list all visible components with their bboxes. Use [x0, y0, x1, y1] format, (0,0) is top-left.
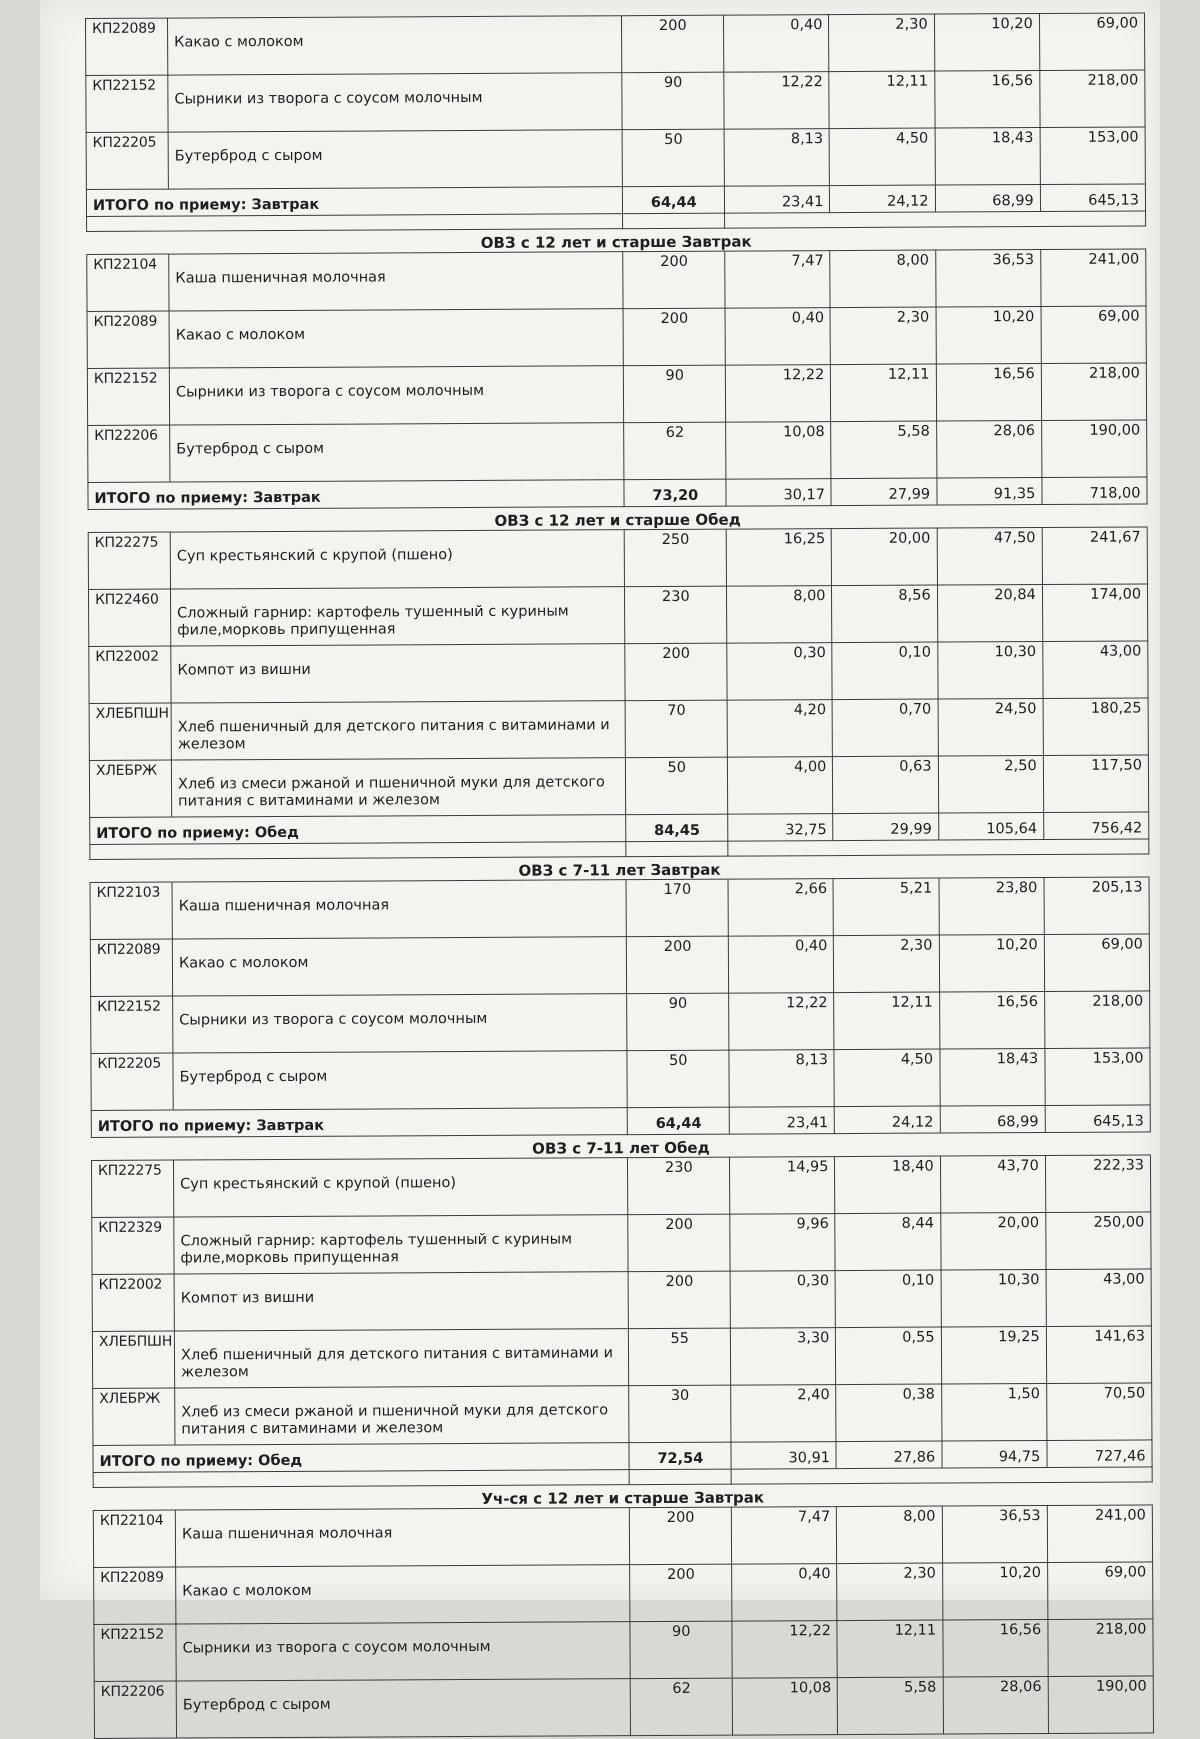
total-energy: 718,00	[1042, 477, 1147, 505]
dish-code: КП22104	[87, 254, 169, 311]
dish-protein: 0,40	[725, 308, 830, 366]
dish-mass: 170	[626, 879, 728, 937]
dish-carbs: 28,06	[936, 420, 1041, 478]
total-protein: 30,17	[726, 479, 831, 507]
dish-code: ХЛЕБПШН	[92, 1331, 174, 1388]
dish-name: Хлеб пшеничный для детского питания с витаминами и железом	[171, 701, 626, 760]
dish-fat: 2,30	[834, 935, 939, 993]
dish-energy: 218,00	[1041, 363, 1147, 421]
dish-energy: 205,13	[1044, 877, 1150, 935]
dish-fat: 18,40	[835, 1156, 940, 1214]
total-fat: 27,86	[836, 1441, 941, 1469]
dish-energy: 153,00	[1045, 1048, 1151, 1106]
dish-fat: 5,58	[838, 1677, 943, 1735]
dish-code: КП22002	[89, 646, 171, 703]
dish-row	[94, 1619, 1153, 1682]
dish-name: Компот из вишни	[174, 1272, 629, 1331]
menu-table-body	[86, 13, 1154, 1739]
dish-row	[87, 363, 1146, 426]
dish-code: КП22152	[86, 75, 168, 132]
dish-fat: 4,50	[830, 128, 935, 186]
dish-protein: 9,96	[730, 1214, 835, 1272]
total-carbs: 68,99	[935, 185, 1040, 213]
total-mass: 64,44	[628, 1107, 730, 1135]
dish-protein: 12,22	[724, 72, 829, 130]
dish-protein: 7,47	[732, 1507, 837, 1565]
dish-fat: 2,30	[829, 14, 934, 72]
dish-carbs: 28,06	[943, 1676, 1048, 1734]
dish-code: КП22002	[92, 1274, 174, 1331]
dish-carbs: 16,56	[936, 363, 1041, 421]
dish-code: КП22104	[93, 1510, 175, 1567]
total-carbs: 105,64	[938, 812, 1043, 840]
dish-code: КП22205	[91, 1053, 173, 1110]
dish-protein: 2,66	[728, 879, 833, 937]
dish-carbs: 20,00	[940, 1212, 1045, 1270]
total-label: ИТОГО по приему: Завтрак	[88, 480, 624, 510]
dish-row	[91, 991, 1150, 1054]
dish-code: КП22275	[88, 532, 170, 589]
spacer-cell	[626, 841, 728, 857]
dish-mass: 55	[629, 1328, 731, 1386]
dish-row	[93, 1383, 1152, 1446]
dish-code: КП22152	[94, 1624, 176, 1681]
dish-protein: 10,08	[726, 422, 831, 480]
dish-fat: 12,11	[831, 364, 936, 422]
dish-mass: 200	[627, 936, 729, 994]
dish-code: КП22089	[87, 311, 169, 368]
dish-carbs: 10,30	[937, 641, 1042, 699]
dish-carbs: 18,43	[940, 1048, 1045, 1106]
dish-carbs: 23,80	[939, 877, 1044, 935]
dish-mass: 50	[622, 129, 724, 187]
dish-mass: 200	[630, 1564, 732, 1622]
dish-name: Сырники из творога с соусом молочным	[169, 366, 624, 425]
dish-fat: 20,00	[832, 528, 937, 586]
total-label: ИТОГО по приему: Завтрак	[91, 1108, 627, 1138]
dish-protein: 2,40	[731, 1385, 836, 1443]
dish-name: Какао с молоком	[168, 16, 623, 75]
dish-energy: 222,33	[1045, 1155, 1151, 1213]
dish-carbs: 47,50	[937, 527, 1042, 585]
dish-carbs: 16,56	[939, 991, 1044, 1049]
dish-name: Каша пшеничная молочная	[172, 880, 627, 939]
dish-row	[91, 1155, 1150, 1218]
dish-row	[90, 877, 1149, 940]
dish-fat: 5,21	[833, 878, 938, 936]
dish-row	[88, 420, 1147, 483]
dish-row	[89, 641, 1148, 704]
dish-energy: 43,00	[1043, 641, 1149, 699]
dish-code: КП22205	[86, 132, 168, 189]
dish-carbs: 36,53	[935, 250, 1040, 308]
dish-code: КП22152	[87, 368, 169, 425]
dish-row	[86, 70, 1145, 133]
dish-carbs: 24,50	[938, 698, 1043, 756]
dish-code: КП22329	[92, 1217, 174, 1274]
dish-protein: 16,25	[726, 529, 831, 587]
dish-protein: 4,20	[727, 700, 832, 758]
dish-name: Каша пшеничная молочная	[175, 1508, 630, 1567]
spacer-cell	[623, 213, 725, 229]
dish-energy: 190,00	[1048, 1676, 1154, 1734]
dish-name: Сложный гарнир: картофель тушенный с куриным филе,морковь припущенная	[171, 587, 626, 646]
total-energy: 727,46	[1047, 1440, 1152, 1468]
dish-row	[91, 1048, 1150, 1111]
dish-code: ХЛЕБРЖ	[89, 760, 171, 817]
dish-name: Каша пшеничная молочная	[169, 252, 624, 311]
total-fat: 29,99	[833, 813, 938, 841]
dish-name: Какао с молоком	[176, 1565, 631, 1624]
dish-fat: 2,30	[830, 307, 935, 365]
total-energy: 756,42	[1043, 812, 1148, 840]
section-title: Уч-ся с 12 лет и старше Завтрак	[93, 1482, 1152, 1511]
dish-name: Хлеб пшеничный для детского питания с витаминами и железом	[174, 1329, 629, 1388]
total-protein: 30,91	[731, 1442, 836, 1470]
dish-carbs: 16,56	[943, 1619, 1048, 1677]
dish-fat: 0,55	[836, 1327, 941, 1385]
dish-name: Компот из вишни	[171, 644, 626, 703]
dish-energy: 69,00	[1039, 13, 1145, 71]
total-label: ИТОГО по приему: Обед	[90, 815, 626, 845]
section-title: ОВЗ с 12 лет и старше Обед	[88, 504, 1147, 533]
dish-name: Сырники из творога с соусом молочным	[173, 994, 628, 1053]
dish-protein: 14,95	[730, 1157, 835, 1215]
total-protein: 23,41	[730, 1107, 835, 1135]
dish-row	[87, 249, 1146, 312]
dish-fat: 8,44	[835, 1213, 940, 1271]
dish-row	[94, 1562, 1153, 1625]
dish-code: КП22206	[94, 1681, 176, 1738]
dish-mass: 90	[624, 365, 726, 423]
dish-protein: 12,22	[726, 365, 831, 423]
dish-carbs: 43,70	[940, 1155, 1045, 1213]
dish-fat: 8,00	[830, 250, 935, 308]
dish-name: Сырники из творога с соусом молочным	[176, 1622, 631, 1681]
dish-name: Сложный гарнир: картофель тушенный с куриным филе,морковь припущенная	[174, 1215, 629, 1274]
dish-mass: 70	[625, 700, 727, 758]
total-label: ИТОГО по приему: Обед	[93, 1443, 629, 1473]
dish-fat: 0,38	[836, 1384, 941, 1442]
total-carbs: 68,99	[940, 1105, 1045, 1133]
dish-carbs: 20,84	[937, 584, 1042, 642]
dish-fat: 2,30	[837, 1563, 942, 1621]
dish-mass: 230	[625, 586, 727, 644]
dish-carbs: 19,25	[941, 1326, 1046, 1384]
dish-energy: 218,00	[1044, 991, 1150, 1049]
dish-row	[88, 527, 1147, 590]
dish-carbs: 2,50	[938, 755, 1043, 813]
dish-carbs: 10,20	[939, 934, 1044, 992]
dish-energy: 218,00	[1048, 1619, 1154, 1677]
dish-protein: 8,13	[729, 1050, 834, 1108]
dish-protein: 8,00	[727, 586, 832, 644]
total-carbs: 91,35	[937, 477, 1042, 505]
dish-name: Бутерброд с сыром	[168, 130, 623, 189]
dish-energy: 180,25	[1043, 698, 1149, 756]
dish-carbs: 10,20	[936, 306, 1041, 364]
dish-protein: 0,30	[727, 643, 832, 701]
dish-fat: 5,58	[831, 421, 936, 479]
dish-protein: 3,30	[731, 1328, 836, 1386]
dish-energy: 241,67	[1042, 527, 1148, 585]
dish-row	[86, 13, 1145, 76]
dish-energy: 241,00	[1041, 249, 1147, 307]
dish-protein: 0,40	[732, 1564, 837, 1622]
dish-fat: 0,70	[833, 699, 938, 757]
dish-row	[88, 584, 1147, 647]
total-protein: 32,75	[728, 814, 833, 842]
dish-code: КП22460	[88, 589, 170, 646]
dish-fat: 8,00	[837, 1506, 942, 1564]
dish-name: Хлеб из смеси ржаной и пшеничной муки для детского питания с витаминами и железом	[175, 1386, 630, 1445]
dish-energy: 153,00	[1040, 127, 1146, 185]
dish-code: КП22089	[90, 939, 172, 996]
dish-protein: 7,47	[725, 251, 830, 309]
total-protein: 23,41	[725, 186, 830, 214]
dish-protein: 0,40	[724, 15, 829, 73]
section-title: ОВЗ с 7-11 лет Завтрак	[90, 854, 1149, 883]
dish-code: ХЛЕБРЖ	[93, 1388, 175, 1445]
total-fat: 24,12	[830, 185, 935, 213]
total-mass: 72,54	[629, 1442, 731, 1470]
dish-carbs: 18,43	[935, 128, 1040, 186]
dish-mass: 90	[622, 72, 724, 130]
dish-energy: 250,00	[1046, 1212, 1152, 1270]
dish-code: КП22103	[90, 882, 172, 939]
dish-mass: 90	[630, 1621, 732, 1679]
dish-protein: 10,08	[733, 1678, 838, 1736]
dish-mass: 90	[627, 993, 729, 1051]
dish-name: Сырники из творога с соусом молочным	[168, 73, 623, 132]
dish-code: ХЛЕБПШН	[89, 703, 171, 760]
total-fat: 24,12	[835, 1106, 940, 1134]
dish-mass: 50	[627, 1050, 729, 1108]
spacer-cell	[629, 1469, 731, 1485]
dish-energy: 117,50	[1043, 755, 1149, 813]
dish-carbs: 16,56	[934, 71, 1039, 129]
dish-protein: 12,22	[732, 1621, 837, 1679]
dish-energy: 43,00	[1046, 1269, 1152, 1327]
dish-protein: 0,40	[729, 936, 834, 994]
dish-row	[92, 1212, 1151, 1275]
dish-mass: 200	[625, 643, 727, 701]
dish-name: Бутерброд с сыром	[176, 1679, 631, 1738]
dish-fat: 0,63	[833, 756, 938, 814]
dish-mass: 200	[630, 1507, 732, 1565]
dish-name: Какао с молоком	[169, 309, 624, 368]
dish-mass: 200	[622, 15, 724, 73]
menu-table	[85, 12, 1154, 1739]
total-label: ИТОГО по приему: Завтрак	[86, 187, 622, 217]
dish-energy: 69,00	[1044, 934, 1150, 992]
total-mass: 84,45	[626, 814, 728, 842]
dish-row	[90, 934, 1149, 997]
dish-name: Суп крестьянский с крупой (пшено)	[170, 530, 625, 589]
dish-mass: 200	[628, 1214, 730, 1272]
dish-row	[94, 1676, 1153, 1739]
dish-row	[93, 1505, 1152, 1568]
dish-protein: 0,30	[730, 1271, 835, 1329]
total-fat: 27,99	[831, 478, 936, 506]
dish-mass: 62	[631, 1678, 733, 1736]
dish-code: КП22089	[86, 18, 168, 75]
section-title: ОВЗ с 12 лет и старше Завтрак	[87, 226, 1146, 255]
dish-protein: 12,22	[729, 993, 834, 1051]
dish-name: Бутерброд с сыром	[173, 1051, 628, 1110]
dish-mass: 30	[629, 1385, 731, 1443]
dish-mass: 50	[626, 757, 728, 815]
total-energy: 645,13	[1045, 1105, 1150, 1133]
dish-mass: 200	[623, 308, 725, 366]
dish-energy: 69,00	[1047, 1562, 1153, 1620]
dish-name: Суп крестьянский с крупой (пшено)	[173, 1158, 628, 1217]
dish-fat: 12,11	[837, 1620, 942, 1678]
dish-fat: 4,50	[834, 1049, 939, 1107]
total-mass: 64,44	[623, 186, 725, 214]
dish-energy: 190,00	[1041, 420, 1147, 478]
dish-carbs: 1,50	[941, 1383, 1046, 1441]
dish-energy: 141,63	[1046, 1326, 1152, 1384]
section-title: ОВЗ с 7-11 лет Обед	[91, 1132, 1150, 1161]
dish-row	[89, 755, 1148, 818]
dish-row	[92, 1326, 1151, 1389]
dish-carbs: 10,30	[941, 1269, 1046, 1327]
dish-code: КП22206	[88, 425, 170, 482]
dish-energy: 70,50	[1046, 1383, 1152, 1441]
dish-energy: 218,00	[1040, 70, 1146, 128]
dish-fat: 12,11	[834, 992, 939, 1050]
dish-mass: 62	[624, 422, 726, 480]
dish-carbs: 10,20	[942, 1562, 1047, 1620]
dish-energy: 174,00	[1042, 584, 1148, 642]
dish-carbs: 10,20	[934, 14, 1039, 72]
dish-name: Хлеб из смеси ржаной и пшеничной муки для детского питания с витаминами и железом	[171, 758, 626, 817]
total-mass: 73,20	[624, 479, 726, 507]
dish-fat: 0,10	[832, 642, 937, 700]
dish-row	[92, 1269, 1151, 1332]
dish-code: КП22152	[91, 996, 173, 1053]
total-energy: 645,13	[1040, 184, 1145, 212]
dish-row	[89, 698, 1148, 761]
dish-mass: 250	[624, 529, 726, 587]
dish-code: КП22089	[94, 1567, 176, 1624]
dish-mass: 200	[623, 251, 725, 309]
dish-code: КП22275	[91, 1160, 173, 1217]
dish-fat: 12,11	[829, 71, 934, 129]
dish-name: Какао с молоком	[172, 937, 627, 996]
dish-protein: 8,13	[724, 129, 829, 187]
dish-energy: 69,00	[1041, 306, 1147, 364]
dish-mass: 200	[628, 1271, 730, 1329]
dish-row	[87, 306, 1146, 369]
dish-energy: 241,00	[1047, 1505, 1153, 1563]
dish-mass: 230	[628, 1157, 730, 1215]
dish-fat: 8,56	[832, 585, 937, 643]
dish-protein: 4,00	[728, 757, 833, 815]
dish-fat: 0,10	[836, 1270, 941, 1328]
dish-row	[86, 127, 1145, 190]
total-carbs: 94,75	[942, 1440, 1047, 1468]
dish-carbs: 36,53	[942, 1505, 1047, 1563]
dish-name: Бутерброд с сыром	[170, 423, 625, 482]
